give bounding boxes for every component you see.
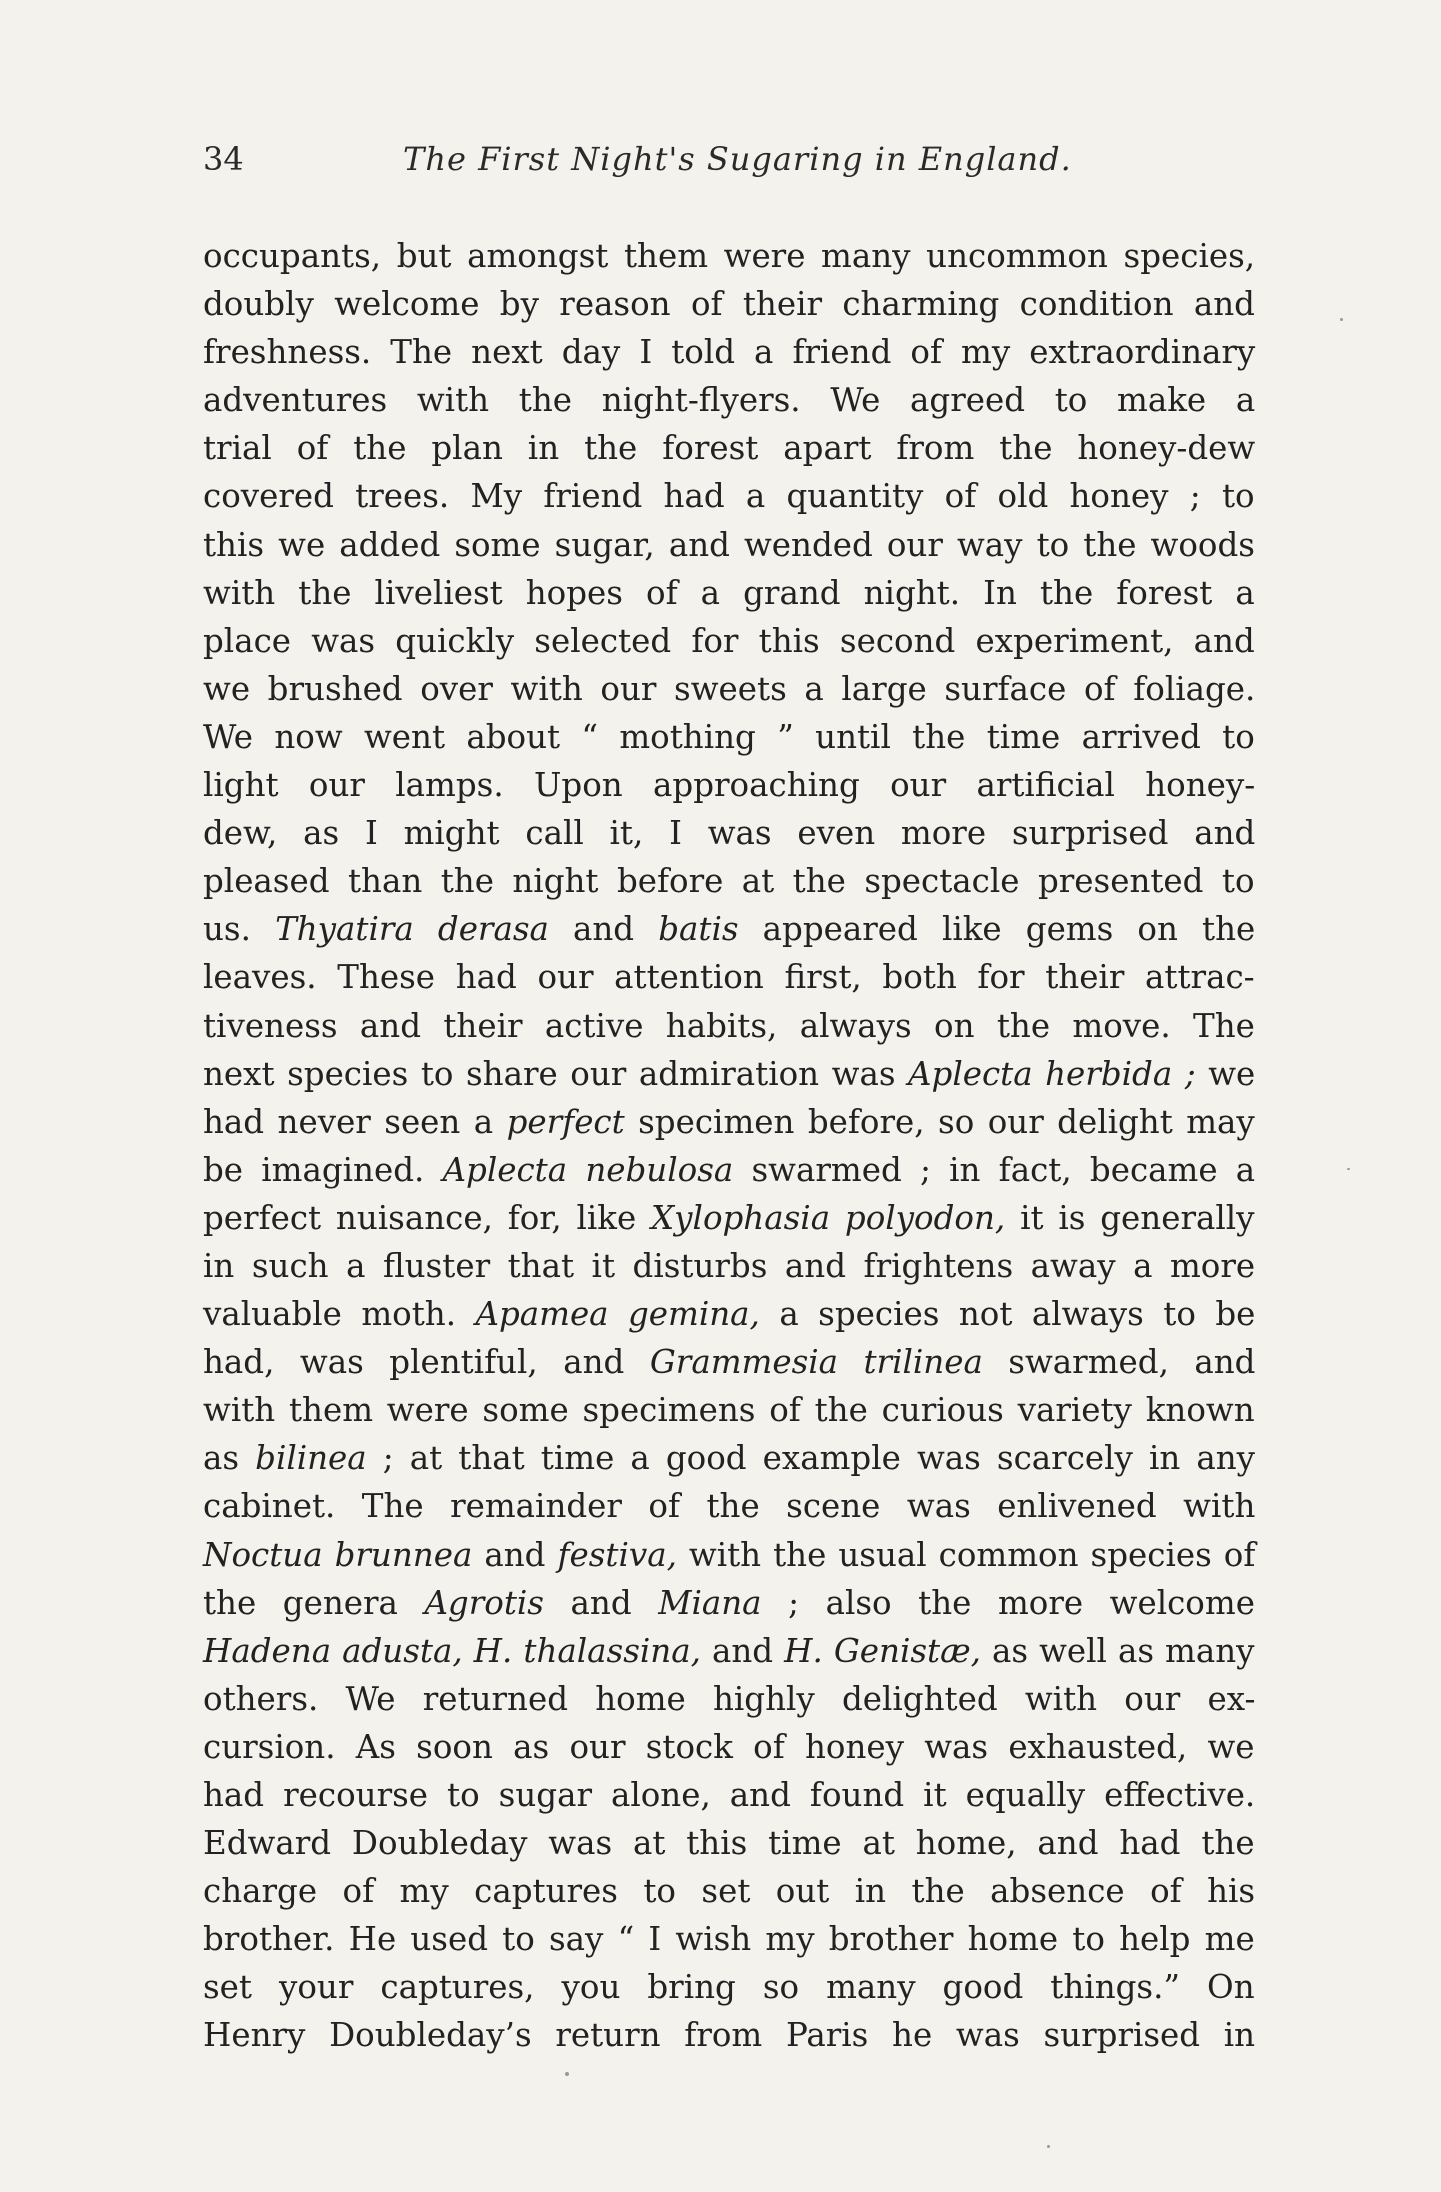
text-run: in such a fluster that it disturbs and frightens away a more: [203, 1246, 1256, 1285]
text-run: a species not always to be: [759, 1295, 1256, 1334]
text-line: [203, 1242, 1255, 1290]
text-run: Henry Doubleday’s return from Paris he was surprised in: [203, 2016, 1256, 2055]
text-run: occupants, but amongst them were many uncommon species,: [203, 237, 1256, 275]
text-run: had recourse to sugar alone, and found it equally effective.: [203, 1776, 1256, 1814]
text-run: charge of my captures to set out in the absence of his: [203, 1872, 1256, 1911]
italic-text: H. Genistæ,: [784, 1631, 981, 1670]
text-run: and: [472, 1535, 558, 1574]
italic-text: Hadena adusta, H. thalassina,: [203, 1631, 701, 1670]
text-run: doubly welcome by reason of their charming condition and: [203, 285, 1255, 324]
text-line: [203, 953, 1255, 1001]
text-run: tiveness and their active habits, always on the move. The: [203, 1006, 1255, 1045]
text-run: dew, as I might call it, I was even more surprised and: [203, 814, 1256, 853]
text-line: [203, 1627, 1255, 1675]
text-run: as: [203, 1439, 256, 1478]
text-run: with the usual common species of: [676, 1535, 1256, 1574]
text-line: [203, 857, 1255, 905]
text-run: had, was plentiful, and: [203, 1343, 650, 1382]
text-run: swarmed, and: [982, 1343, 1256, 1382]
text-line: [203, 761, 1255, 809]
text-run: us.: [203, 910, 276, 949]
italic-text: Thyatira derasa: [275, 910, 549, 949]
text-run: swarmed ; in fact, became a: [733, 1150, 1256, 1189]
text-line: [203, 905, 1255, 953]
text-run: cursion. As soon as our stock of honey was exhausted, we: [203, 1727, 1255, 1766]
text-run: and: [543, 1583, 659, 1622]
italic-text: perfect: [506, 1102, 625, 1141]
text-line: [203, 328, 1255, 376]
running-title: The First Night's Sugaring in England.: [403, 140, 1072, 178]
text-run: ; also the more welcome: [761, 1583, 1255, 1622]
italic-text: Grammesia trilinea: [649, 1343, 983, 1382]
text-line: [203, 1771, 1255, 1819]
text-run: brother. He used to say “ I wish my brother home to help me: [203, 1920, 1255, 1959]
text-line: [203, 1482, 1255, 1530]
italic-text: festiva,: [557, 1535, 677, 1574]
text-line: [203, 569, 1255, 617]
text-run: place was quickly selected for this second experiment, and: [203, 621, 1255, 660]
italic-text: Xylophasia polyodon,: [651, 1198, 1006, 1237]
italic-text: Agrotis: [424, 1583, 544, 1622]
italic-text: Noctua brunnea: [203, 1535, 473, 1574]
text-run: Edward Doubleday was at this time at home, and had the: [203, 1824, 1255, 1863]
text-run: freshness. The next day I told a friend of my extraordinary: [203, 333, 1256, 372]
text-run: trial of the plan in the forest apart from the honey-dew: [203, 429, 1256, 468]
text-line: [203, 1819, 1255, 1867]
text-line: [203, 521, 1255, 569]
text-line: [203, 1194, 1255, 1242]
italic-text: Aplecta nebulosa: [442, 1150, 734, 1189]
text-line: [203, 424, 1255, 472]
text-line: [203, 1338, 1255, 1386]
paper-speck: [565, 2072, 569, 2076]
text-line: [203, 2011, 1255, 2059]
text-line: [203, 1002, 1255, 1050]
text-run: perfect nuisance, for, like: [203, 1198, 652, 1237]
text-run: appeared like gems on the: [738, 910, 1256, 949]
text-line: [203, 1915, 1255, 1963]
text-line: [203, 1434, 1255, 1482]
text-line: [203, 232, 1255, 280]
italic-text: batis: [658, 910, 739, 949]
text-run: with them were some specimens of the curious variety known: [203, 1391, 1255, 1430]
text-line: [203, 713, 1255, 761]
paper-speck: [1047, 2145, 1050, 2148]
text-run: We now went about “ mothing ” until the time arrived to: [203, 717, 1255, 756]
text-line: [203, 1098, 1255, 1146]
paper-speck: [1347, 1168, 1350, 1170]
text-line: [203, 1723, 1255, 1771]
text-run: cabinet. The remainder of the scene was enlivened with: [203, 1487, 1256, 1526]
text-run: ; at that time a good example was scarcely in any: [366, 1439, 1256, 1478]
text-run: and: [548, 910, 659, 949]
text-run: with the liveliest hopes of a grand night. In the forest a: [203, 573, 1255, 612]
text-line: [203, 376, 1255, 424]
text-run: this we added some sugar, and wended our way to the woods: [203, 525, 1255, 564]
text-run: leaves. These had our attention first, both for their attrac-: [203, 958, 1255, 997]
paper-speck: [1340, 318, 1343, 321]
text-line: [203, 665, 1255, 713]
text-run: and: [700, 1631, 785, 1670]
text-run: it is generally: [1005, 1198, 1255, 1237]
text-line: [203, 472, 1255, 520]
text-run: others. We returned home highly delighted with our ex-: [203, 1679, 1256, 1718]
italic-text: Apamea gemina,: [475, 1295, 760, 1334]
italic-text: bilinea: [255, 1439, 367, 1478]
page-header: [203, 140, 1255, 190]
text-run: adventures with the night-flyers. We agreed to make a: [203, 381, 1256, 420]
italic-text: Miana: [658, 1583, 762, 1622]
text-run: as well as many: [980, 1631, 1255, 1670]
text-run: next species to share our admiration was: [203, 1054, 909, 1093]
text-run: be imagined.: [203, 1150, 443, 1189]
text-run: pleased than the night before at the spectacle presented to: [203, 862, 1255, 901]
text-line: [203, 1675, 1255, 1723]
text-line: [203, 1867, 1255, 1915]
text-line: [203, 1050, 1255, 1098]
text-line: [203, 617, 1255, 665]
text-line: [203, 280, 1255, 328]
text-run: the genera: [203, 1583, 425, 1622]
text-line: [203, 1386, 1255, 1434]
text-run: specimen before, so our delight may: [624, 1102, 1255, 1141]
text-run: we: [1195, 1054, 1256, 1093]
text-line: [203, 1146, 1255, 1194]
italic-text: Aplecta herbida ;: [908, 1054, 1196, 1093]
text-run: we brushed over with our sweets a large surface of foliage.: [203, 669, 1256, 708]
text-line: [203, 1579, 1255, 1627]
text-line: [203, 1531, 1255, 1579]
text-line: [203, 809, 1255, 857]
text-run: set your captures, you bring so many good things.” On: [203, 1968, 1255, 2007]
text-run: had never seen a: [203, 1102, 507, 1141]
text-line: [203, 1963, 1255, 2011]
text-run: valuable moth.: [203, 1295, 476, 1334]
page-number: 34: [203, 140, 244, 178]
text-run: covered trees. My friend had a quantity of old honey ; to: [203, 477, 1255, 516]
text-run: light our lamps. Upon approaching our artificial honey-: [203, 766, 1256, 805]
text-line: [203, 1290, 1255, 1338]
body-text: [203, 232, 1255, 2060]
